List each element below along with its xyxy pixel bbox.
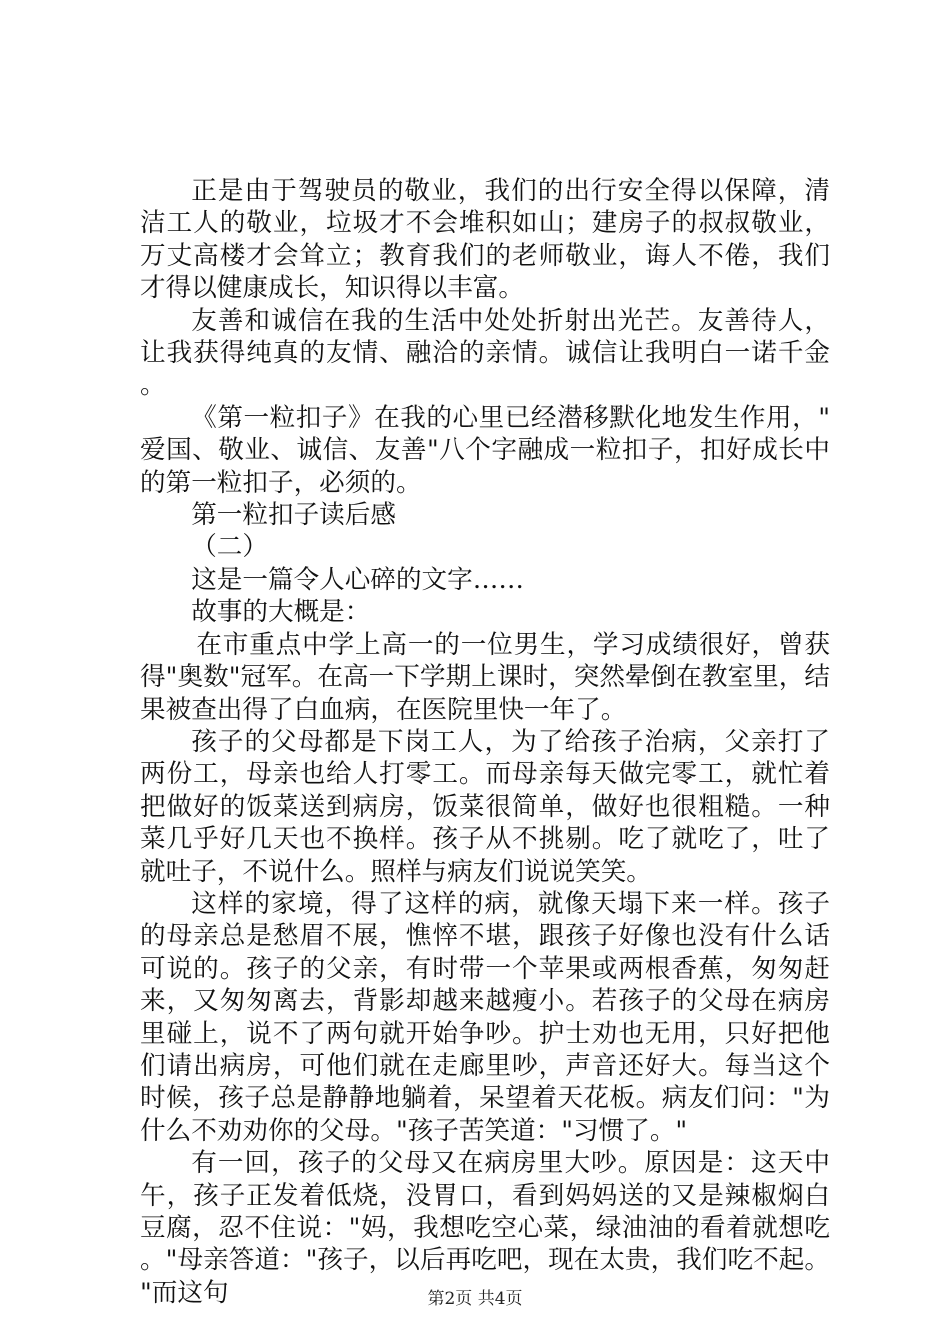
paragraph-dedication: 正是由于驾驶员的敬业，我们的出行安全得以保障，清洁工人的敬业，垃圾才不会堆积如山；建房子的叔叔敬业，万丈高楼才会耸立；教育我们的老师敬业，诲人不倦，我们才得以健康成长，知识得以丰富。 [140,176,830,304]
page-number-footer: 第2页 共4页 [427,1289,523,1309]
paragraph-intro: 这是一篇令人心碎的文字…… [191,564,524,595]
paragraph-story-summary-label: 故事的大概是： [191,597,371,628]
paragraph-parents: 孩子的父母都是下岗工人，为了给孩子治病，父亲打了两份工，母亲也给人打零工。而母亲每天做完零工，就忙着把做好的饭菜送到病房，饭菜很简单，做好也很粗糙。一种菜几乎好几天也不换样。孩子从不挑剔。吃了就吃了，吐了就吐子，不说什么。照样与病友们说说笑笑。 [140,726,830,887]
paragraph-first-button: 《第一粒扣子》在我的心里已经潜移默化地发生作用，"爱国、敬业、诚信、友善"八个字融成一粒扣子，扣好成长中的第一粒扣子，必须的。 [140,402,830,498]
paragraph-quarrel: 有一回，孩子的父母又在病房里大吵。原因是：这天中午，孩子正发着低烧，没胃口，看到妈妈送的又是辣椒焖白豆腐，忍不住说："妈，我想吃空心菜，绿油油的看着就想吃。"母亲答道："孩子，以后再吃吧，现在太贵，我们吃不起。"而这句 [140,1148,830,1308]
section-title: 第一粒扣子读后感 [191,500,396,531]
paragraph-kindness-honesty: 友善和诚信在我的生活中处处折射出光芒。友善待人，让我获得纯真的友情、融洽的亲情。诚信让我明白一诺千金。 [140,305,830,401]
section-number: （二） [191,532,268,563]
document-body [140,175,830,1309]
paragraph-family-situation: 这样的家境，得了这样的病，就像天塌下来一样。孩子的母亲总是愁眉不展，憔悴不堪，跟孩子好像也没有什么话可说的。孩子的父亲，有时带一个苹果或两根香蕉，匆匆赶来，又匆匆离去，背影却越来越瘦小。若孩子的父母在病房里碰上，说不了两句就开始争吵。护士劝也无用，只好把他们请出病房，可他们就在走廊里吵，声音还好大。每当这个时候，孩子总是静静地躺着，呆望着天花板。病友们问："为什么不劝劝你的父母。"孩子苦笑道："习惯了。" [140,888,830,1146]
paragraph-student: 在市重点中学上高一的一位男生，学习成绩很好，曾获得"奥数"冠军。在高一下学期上课时，突然晕倒在教室里，结果被查出得了白血病，在医院里快一年了。 [140,629,830,725]
